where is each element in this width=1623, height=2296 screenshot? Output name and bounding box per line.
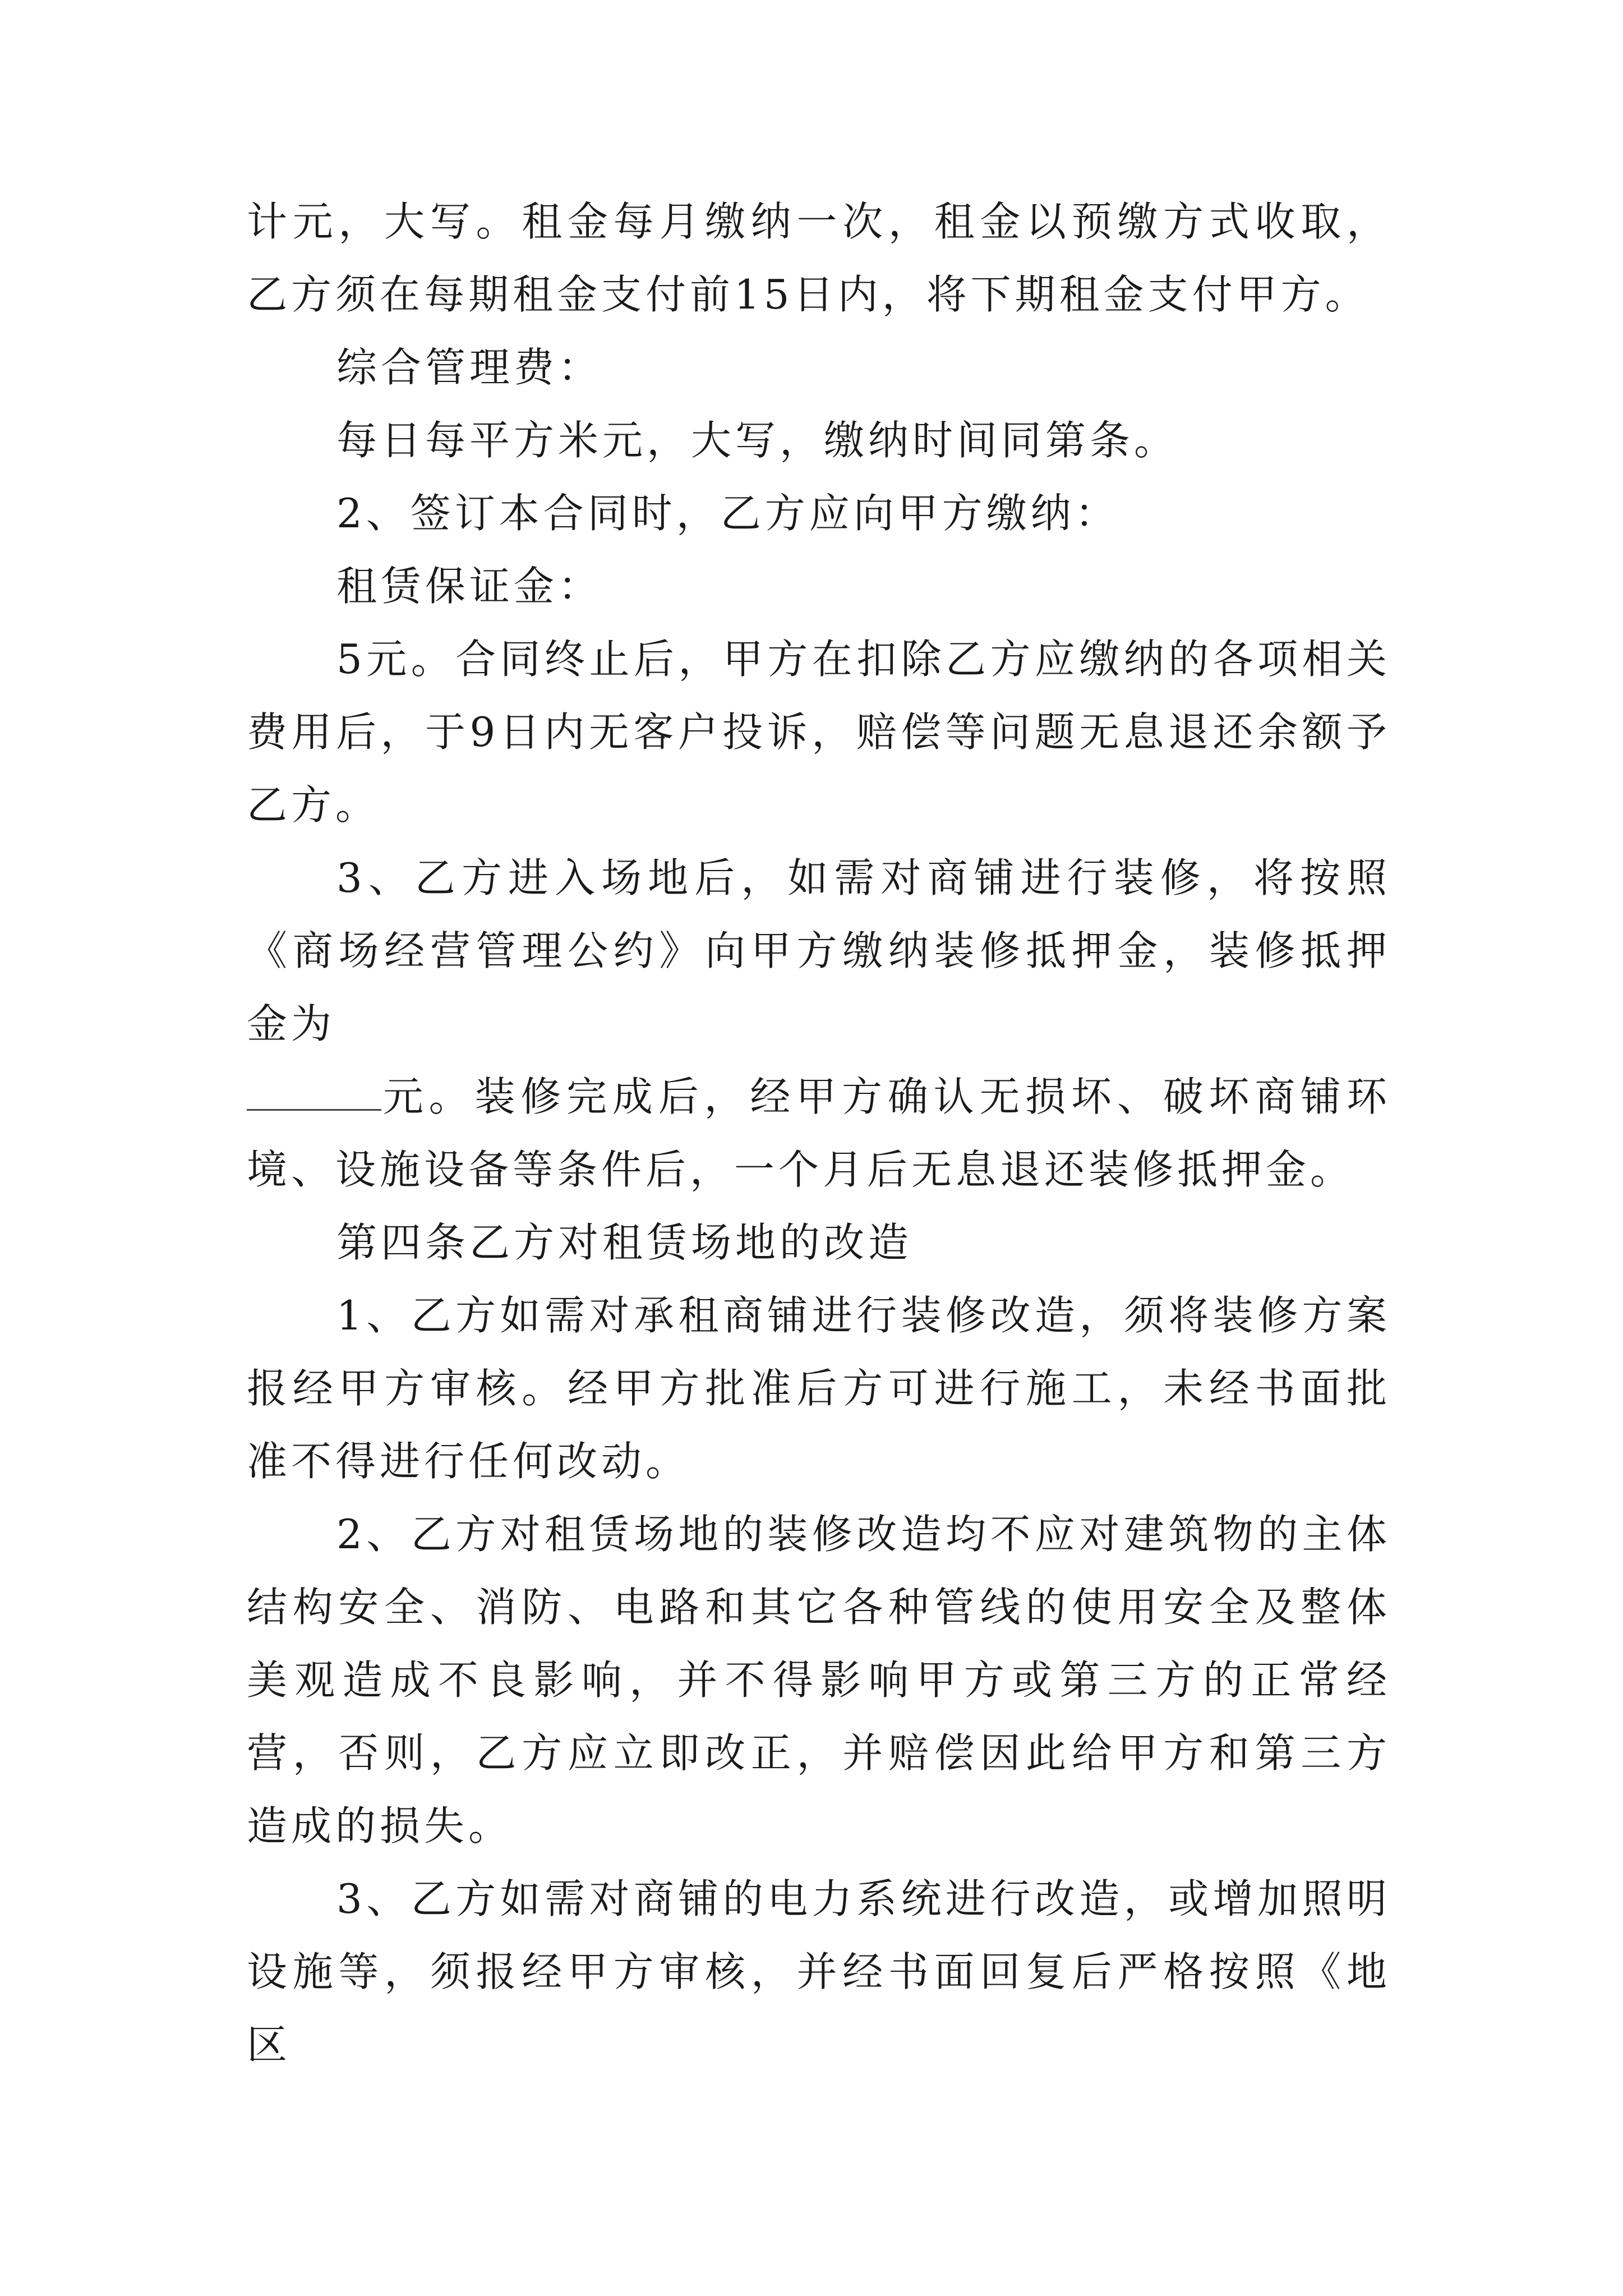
paragraph-signing-payment: 2、签订本合同时，乙方应向甲方缴纳： [336, 490, 1119, 537]
paragraph-electrical-renovation: 3、乙方如需对商铺的电力系统进行改造，或增加照明设施等，须报经甲方审核，并经书面回复后严格按照《地区 [247, 1875, 1391, 2068]
paragraph-renovation-safety: 2、乙方对租赁场地的装修改造均不应对建筑物的主体结构安全、消防、电路和其它各种管线的使用安全及整体美观造成不良影响，并不得影响甲方或第三方的正常经营，否则，乙方应立即改正，并赔偿因此给甲方和第三方造成的损失。 [247, 1511, 1391, 1849]
paragraph-decoration-deposit-continued [247, 1060, 1391, 1206]
paragraph-deposit-refund: 5元。合同终止后，甲方在扣除乙方应缴纳的各项相关费用后，于9日内无客户投诉，赔偿等问题无息退还余额予乙方。 [247, 636, 1391, 829]
section-heading-article-4: 第四条乙方对租赁场地的改造 [336, 1219, 913, 1266]
paragraph-renovation-approval: 1、乙方如需对承租商铺进行装修改造，须将装修方案报经甲方审核。经甲方批准后方可进行施工，未经书面批准不得进行任何改动。 [247, 1292, 1391, 1485]
paragraph-management-fee-heading: 综合管理费： [336, 344, 603, 391]
amount-blank-line [247, 1075, 381, 1111]
paragraph-deposit-heading: 租赁保证金： [336, 563, 603, 610]
document-body [247, 185, 1391, 2081]
paragraph-management-fee-rate: 每日每平方米元，大写，缴纳时间同第条。 [336, 417, 1179, 464]
decoration-deposit-refund-text: 元。装修完成后，经甲方确认无损坏、破坏商铺环境、设施设备等条件后，一个月后无息退还装修抵押金。 [247, 1073, 1391, 1193]
paragraph-rent-payment: 计元，大写。租金每月缴纳一次，租金以预缴方式收取，乙方须在每期租金支付前15日内，将下期租金支付甲方。 [247, 198, 1391, 318]
paragraph-decoration-deposit: 3、乙方进入场地后，如需对商铺进行装修，将按照《商场经营管理公约》向甲方缴纳装修抵押金，装修抵押金为 [247, 854, 1391, 1047]
